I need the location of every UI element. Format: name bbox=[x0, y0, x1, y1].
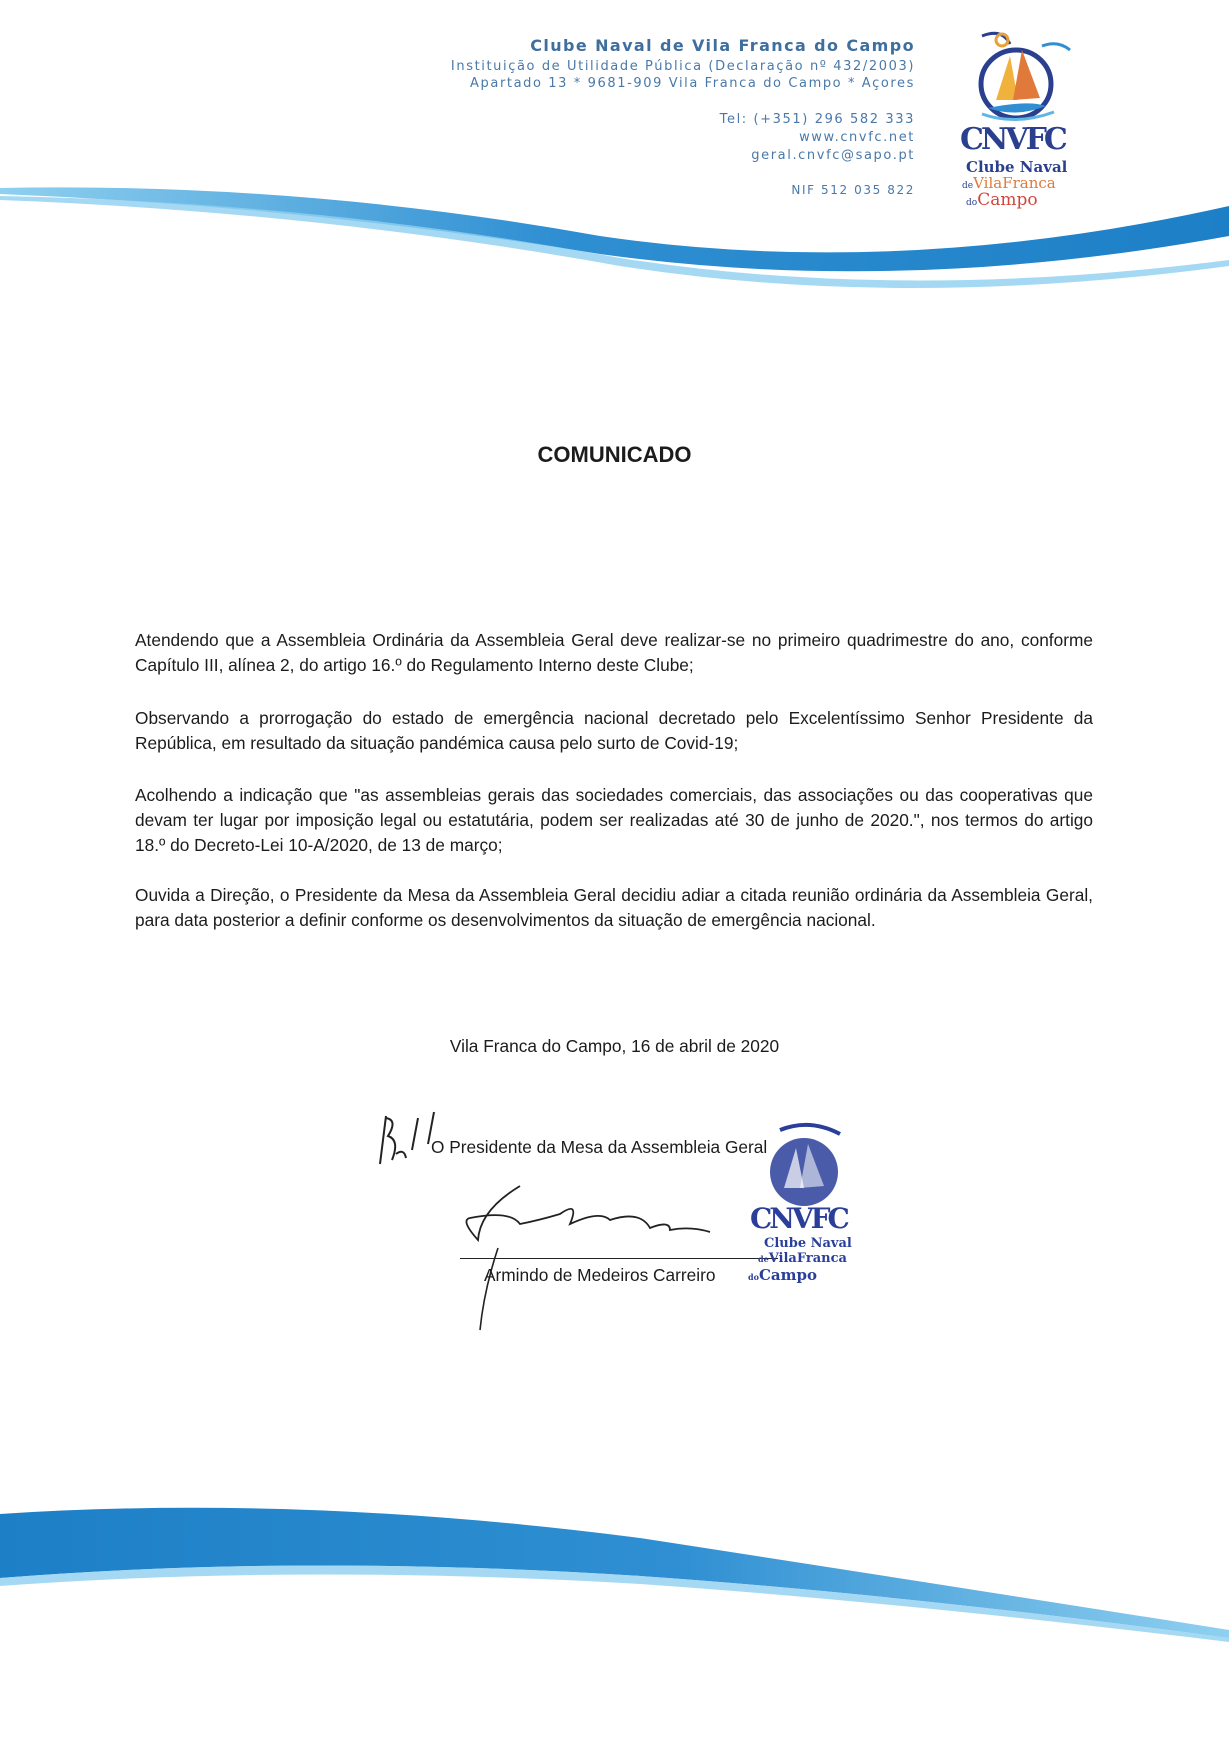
logo-line-campo: doCampo bbox=[966, 190, 1038, 210]
sailboat-emblem-icon bbox=[958, 26, 1078, 126]
stamp-line-campo: doCampo bbox=[748, 1266, 817, 1284]
stamp-line-clube-naval: Clube Naval bbox=[764, 1236, 852, 1251]
stamp-line-vila-franca: deVilaFranca bbox=[758, 1251, 847, 1266]
institution-line: Instituição de Utilidade Pública (Declaração nº 432/2003) bbox=[450, 59, 915, 74]
telephone-line: Tel: (+351) 296 582 333 bbox=[719, 112, 915, 127]
paragraph-4: Ouvida a Direção, o Presidente da Mesa da Assembleia Geral decidiu adiar a citada reunião ordinária da Assembleia Geral, para data posterior a definir conforme os desenvolvimentos da situação de emergência nacional. bbox=[135, 885, 1093, 930]
website-line: www.cnvfc.net bbox=[799, 130, 915, 145]
logo-acronym: CNVFC bbox=[960, 122, 1065, 157]
email-line: geral.cnvfc@sapo.pt bbox=[751, 148, 915, 163]
handwritten-signature bbox=[440, 1180, 770, 1340]
club-name: Clube Naval de Vila Franca do Campo bbox=[530, 36, 915, 55]
paragraph-1: Atendendo que a Assembleia Ordinária da Assembleia Geral deve realizar-se no primeiro quadrimestre do ano, conforme Capítulo III, alínea 2, do artigo 16.º do Regulamento Interno deste Clube; bbox=[135, 630, 1093, 675]
stamp-acronym: CNVFC bbox=[750, 1202, 847, 1235]
signatory-role: O Presidente da Mesa da Assembleia Geral bbox=[431, 1137, 768, 1157]
nif-line: NIF 512 035 822 bbox=[791, 183, 915, 197]
top-wave-banner bbox=[0, 176, 1229, 296]
signatory-name: Armindo de Medeiros Carreiro bbox=[484, 1265, 716, 1285]
place-date: Vila Franca do Campo, 16 de abril de 2020 bbox=[449, 1036, 780, 1056]
page-title: COMUNICADO bbox=[537, 442, 692, 467]
logo-line-clube-naval: Clube Naval bbox=[966, 158, 1068, 176]
paragraph-3: Acolhendo a indicação que "as assembleias gerais das sociedades comerciais, das associações ou das cooperativas que devam ter lugar por imposição legal ou estatutária, podem ser realizadas até 30 de junho de 2020.", nos termos do artigo 18.º do Decreto-Lei 10-A/2020, de 13 de março; bbox=[135, 785, 1093, 855]
paragraph-2: Observando a prorrogação do estado de emergência nacional decretado pelo Excelentíssimo Senhor Presidente da República, em resultado da situação pandémica causa pelo surto de Covid-19; bbox=[135, 708, 1093, 753]
club-stamp bbox=[740, 1118, 860, 1288]
logo-line-vila-franca: deVilaFranca bbox=[962, 174, 1056, 192]
bottom-wave-banner bbox=[0, 1494, 1229, 1644]
signature-line bbox=[460, 1258, 778, 1259]
address-line: Apartado 13 * 9681-909 Vila Franca do Campo * Açores bbox=[470, 76, 915, 91]
